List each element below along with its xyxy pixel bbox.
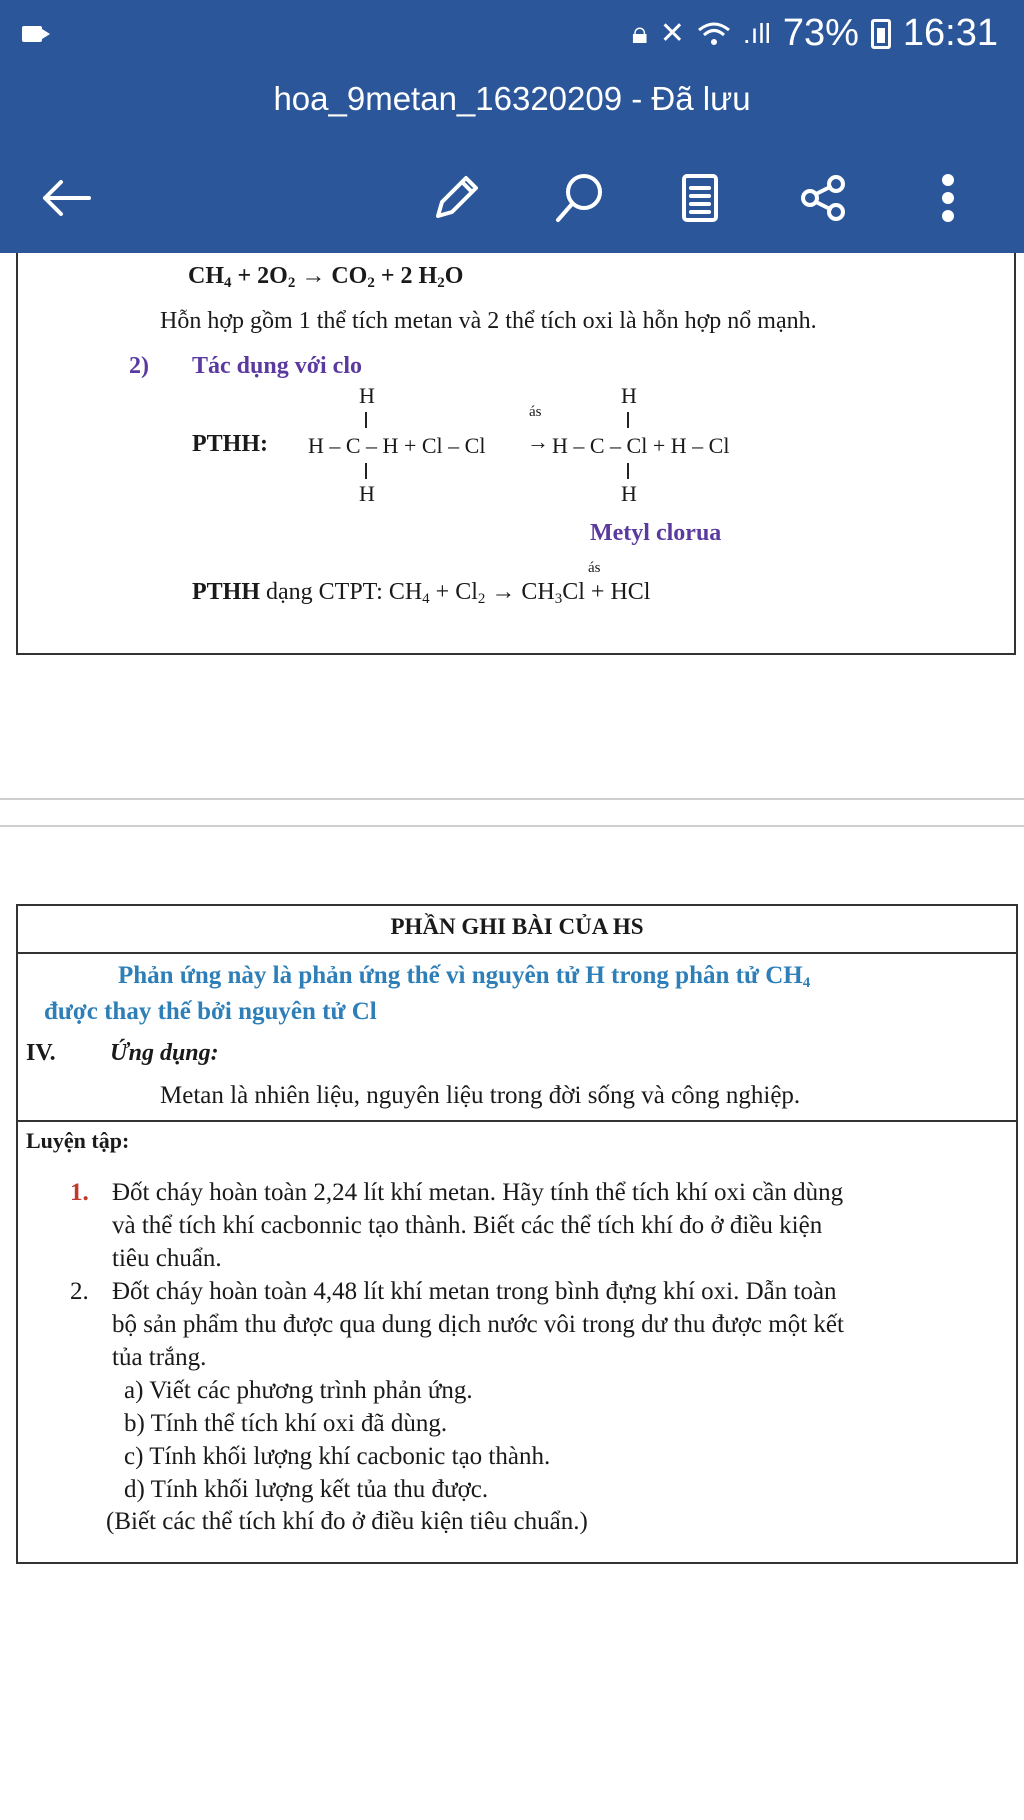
signal-icon: .ıll bbox=[742, 17, 771, 49]
sub-question-c: c) Tính khối lượng khí cacbonic tạo thành. bbox=[124, 1443, 551, 1470]
question-2 bbox=[112, 1275, 844, 1374]
practice-title: Luyện tập: bbox=[26, 1128, 130, 1153]
sub-question-a: a) Viết các phương trình phản ứng. bbox=[124, 1377, 473, 1404]
ctpt-equation: PTHH dạng CTPT: $CH_4 + Cl_2 \to CH_3Cl$ + HCl bbox=[192, 579, 651, 607]
footnote: (Biết các thể tích khí đo ở điều kiện tiêu chuẩn.) bbox=[106, 1508, 588, 1535]
section-box-reactions bbox=[16, 253, 1016, 655]
student-notes-table bbox=[16, 904, 1018, 1564]
bond-bottom-right bbox=[627, 463, 629, 479]
battery-percent: 73% bbox=[782, 12, 859, 54]
usage-text: Metan là nhiên liệu, nguyên liệu trong đời sống và công nghiệp. bbox=[160, 1082, 801, 1109]
h-bottom-right: H bbox=[621, 481, 637, 506]
ctpt-light-label: ás bbox=[588, 560, 601, 576]
table-divider bbox=[18, 952, 1018, 954]
mute-icon: ✕ bbox=[659, 16, 685, 50]
bond-top-left bbox=[365, 412, 367, 428]
video-camera-icon bbox=[22, 26, 42, 42]
app-bar bbox=[0, 0, 1024, 253]
more-vert-icon[interactable] bbox=[920, 170, 976, 226]
share-icon[interactable] bbox=[796, 170, 852, 226]
question-2-line: Đốt cháy hoàn toàn 4,48 lít khí metan trong bình đựng khí oxi. Dẫn toàn bbox=[112, 1278, 837, 1305]
question-1-line: tiêu chuẩn. bbox=[112, 1245, 222, 1272]
product-name: Metyl clorua bbox=[590, 520, 722, 546]
table-heading: PHẦN GHI BÀI CỦA HS bbox=[390, 914, 644, 939]
h-top-left: H bbox=[359, 383, 375, 408]
search-icon[interactable] bbox=[552, 170, 608, 226]
sub-questions bbox=[124, 1374, 550, 1506]
light-label: ás bbox=[529, 404, 542, 420]
status-bar bbox=[0, 0, 1024, 72]
question-2-line: bộ sản phẩm thu được qua dung dịch nước vôi trong dư thu được một kết bbox=[112, 1311, 844, 1338]
explanation-line-2: được thay thế bởi nguyên tử Cl bbox=[44, 998, 377, 1025]
reaction-right: H – C – Cl + H – Cl bbox=[552, 433, 730, 458]
edit-pencil-icon[interactable] bbox=[428, 170, 484, 226]
h-bottom-left: H bbox=[359, 481, 375, 506]
question-1-number: 1. bbox=[70, 1179, 89, 1206]
section-title: Ứng dụng: bbox=[110, 1040, 219, 1066]
question-1 bbox=[112, 1176, 843, 1275]
explosion-note: Hỗn hợp gồm 1 thể tích metan và 2 thể tích oxi là hỗn hợp nổ mạnh. bbox=[160, 308, 817, 334]
lock-icon: 🔒︎ bbox=[631, 16, 648, 50]
question-1-line: Đốt cháy hoàn toàn 2,24 lít khí metan. Hãy tính thể tích khí oxi cần dùng bbox=[112, 1179, 844, 1206]
section-number: IV. bbox=[26, 1040, 56, 1066]
sub-question-d: d) Tính khối lượng kết tủa thu được. bbox=[124, 1476, 489, 1503]
reading-view-icon[interactable] bbox=[672, 170, 728, 226]
bond-bottom-left bbox=[365, 463, 367, 479]
document-view[interactable] bbox=[0, 253, 1024, 1820]
pthh-label: PTHH: bbox=[192, 431, 268, 457]
page-break-line bbox=[0, 825, 1024, 827]
h-top-right: H bbox=[621, 383, 637, 408]
explanation-line-1: Phản ứng này là phản ứng thế vì nguyên tử H trong phân tử $CH_4$ bbox=[118, 962, 811, 991]
item-title: Tác dụng với clo bbox=[192, 353, 362, 379]
reaction-left: H – C – H + Cl – Cl bbox=[308, 433, 486, 458]
question-1-line: và thể tích khí cacbonnic tạo thành. Biết các thể tích khí đo ở điều kiện bbox=[112, 1212, 823, 1239]
wifi-icon bbox=[697, 20, 731, 48]
back-arrow-icon[interactable] bbox=[38, 170, 94, 226]
bond-top-right bbox=[627, 412, 629, 428]
document-title: hoa_9metan_16320209 - Đã lưu bbox=[273, 80, 751, 117]
battery-icon bbox=[871, 19, 891, 49]
clock: 16:31 bbox=[902, 12, 998, 54]
combustion-equation: $CH_4 + 2O_2 \to CO_2 + 2$ $H_2O$ bbox=[188, 263, 464, 291]
page-break-line bbox=[0, 798, 1024, 800]
table-divider bbox=[18, 1120, 1018, 1122]
item-number: 2) bbox=[129, 353, 149, 379]
sub-question-b: b) Tính thể tích khí oxi đã dùng. bbox=[124, 1410, 448, 1437]
reaction-arrow: → bbox=[527, 429, 549, 454]
question-2-number: 2. bbox=[70, 1278, 89, 1305]
toolbar bbox=[0, 150, 1024, 240]
question-2-line: tủa trắng. bbox=[112, 1344, 207, 1371]
